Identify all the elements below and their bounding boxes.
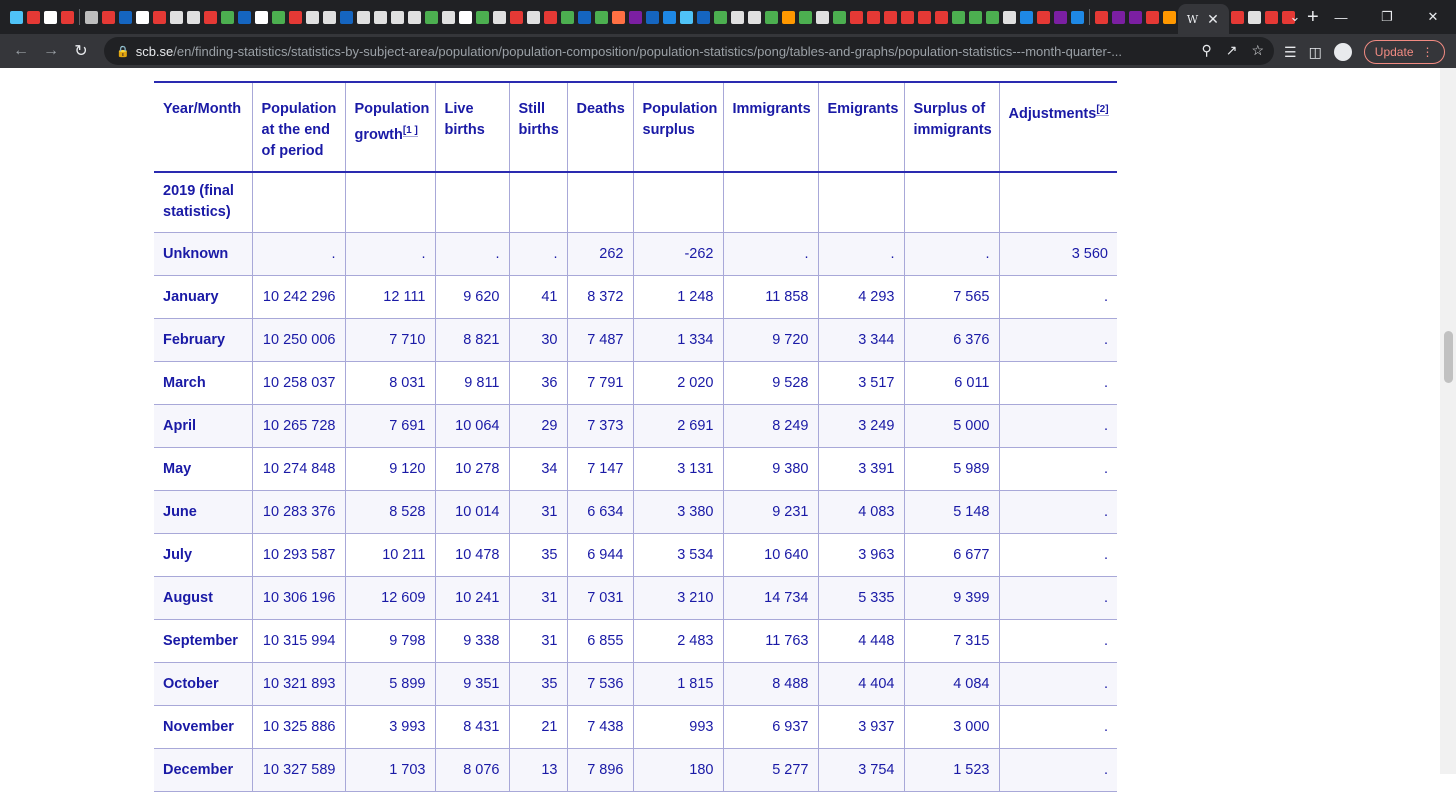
row-label: February	[154, 318, 252, 361]
table-row	[154, 404, 1117, 447]
table-cell: 35	[509, 533, 567, 576]
table-cell: 2 691	[633, 404, 723, 447]
table-cell: 21	[509, 705, 567, 748]
table-cell	[567, 172, 633, 232]
table-cell: 10 278	[435, 447, 509, 490]
table-cell	[509, 172, 567, 232]
table-cell: 10 283 376	[252, 490, 345, 533]
table-cell: .	[435, 232, 509, 275]
table-row	[154, 318, 1117, 361]
header-year-month: Year/Month	[154, 82, 252, 172]
table-cell: 180	[633, 748, 723, 791]
tab-favicon-icon[interactable]	[61, 11, 74, 24]
table-cell: 262	[567, 232, 633, 275]
header-adjustments	[999, 82, 1117, 172]
tab-favicon-icon[interactable]	[527, 11, 540, 24]
tab-favicon-icon[interactable]	[323, 11, 336, 24]
tab-favicon-icon[interactable]	[1071, 11, 1084, 24]
tab-favicon-icon[interactable]	[221, 11, 234, 24]
tab-favicon-icon[interactable]	[255, 11, 268, 24]
tab-bar	[0, 0, 1456, 34]
table-cell: 10 315 994	[252, 619, 345, 662]
url-host: scb.se	[135, 43, 174, 59]
tab-favicon-icon[interactable]	[119, 11, 132, 24]
browser-toolbar	[0, 34, 1456, 68]
table-cell: .	[345, 232, 435, 275]
table-cell: 8 528	[345, 490, 435, 533]
table-body	[154, 172, 1117, 791]
table-cell: 14 734	[723, 576, 818, 619]
table-cell: .	[999, 619, 1117, 662]
update-label: Update	[1374, 45, 1414, 59]
table-header-row	[154, 82, 1117, 172]
table-cell: 7 896	[567, 748, 633, 791]
table-cell: 8 372	[567, 275, 633, 318]
tab-favicon-icon[interactable]	[153, 11, 166, 24]
profile-avatar[interactable]	[1334, 43, 1352, 61]
table-cell: 6 937	[723, 705, 818, 748]
table-cell	[345, 172, 435, 232]
table-cell: 12 609	[345, 576, 435, 619]
table-row	[154, 361, 1117, 404]
table-cell: 3 517	[818, 361, 904, 404]
zoom-icon[interactable]: ⚲	[1201, 42, 1212, 58]
tab-favicon-icon[interactable]	[884, 11, 897, 24]
table-cell: .	[723, 232, 818, 275]
back-icon[interactable]: ←	[13, 42, 29, 59]
table-cell	[904, 172, 999, 232]
tab-favicon-icon[interactable]	[561, 11, 574, 24]
tab-favicon-icon[interactable]	[1020, 11, 1033, 24]
row-label: Unknown	[154, 232, 252, 275]
table-row	[154, 533, 1117, 576]
table-cell: 34	[509, 447, 567, 490]
tab-favicon-icon[interactable]	[170, 11, 183, 24]
table-cell: 10 064	[435, 404, 509, 447]
tab-favicon-icon[interactable]	[510, 11, 523, 24]
tab-favicon-icon[interactable]	[680, 11, 693, 24]
table-cell: 3 391	[818, 447, 904, 490]
tab-favicon-icon[interactable]	[102, 11, 115, 24]
table-cell: 1 248	[633, 275, 723, 318]
table-cell: 7 315	[904, 619, 999, 662]
window-controls	[1272, 0, 1456, 34]
table-row	[154, 576, 1117, 619]
table-row	[154, 705, 1117, 748]
table-cell: 3 000	[904, 705, 999, 748]
table-cell: 6 855	[567, 619, 633, 662]
side-panel-icon[interactable]: ◫	[1308, 43, 1322, 60]
toolbar-right	[1284, 40, 1445, 64]
tab-favicon-icon[interactable]	[340, 11, 353, 24]
tab-favicon-icon[interactable]	[799, 11, 812, 24]
table-row	[154, 447, 1117, 490]
tab-favicon-icon[interactable]	[714, 11, 727, 24]
tab-favicon-icon[interactable]	[646, 11, 659, 24]
menu-dots-icon: ⋮	[1421, 45, 1434, 59]
table-row	[154, 275, 1117, 318]
tab-favicon-icon[interactable]	[663, 11, 676, 24]
table-cell: 31	[509, 490, 567, 533]
table-cell: 5 277	[723, 748, 818, 791]
table-cell: 9 620	[435, 275, 509, 318]
tab-favicon-icon[interactable]	[27, 11, 40, 24]
tab-strip	[0, 0, 1319, 34]
page-viewport	[0, 68, 1440, 778]
bookmark-star-icon[interactable]: ☆	[1251, 42, 1264, 58]
table-cell: 5 000	[904, 404, 999, 447]
table-cell: .	[252, 232, 345, 275]
table-cell: 6 677	[904, 533, 999, 576]
table-cell: 7 487	[567, 318, 633, 361]
table-cell: 1 523	[904, 748, 999, 791]
table-row	[154, 619, 1117, 662]
table-cell: 9 798	[345, 619, 435, 662]
page-scrollbar[interactable]	[1440, 68, 1456, 774]
tab-favicon-icon[interactable]	[238, 11, 251, 24]
table-cell: 4 448	[818, 619, 904, 662]
table-row	[154, 662, 1117, 705]
header-live-births: Live births	[435, 82, 509, 172]
table-cell	[435, 172, 509, 232]
table-cell: 7 691	[345, 404, 435, 447]
table-cell: 7 791	[567, 361, 633, 404]
row-label: August	[154, 576, 252, 619]
header-population: Population at the end of period	[252, 82, 345, 172]
tab-favicon-icon[interactable]	[765, 11, 778, 24]
update-button[interactable]	[1364, 40, 1445, 64]
header-population-surplus: Population surplus	[633, 82, 723, 172]
tab-favicon-icon[interactable]	[918, 11, 931, 24]
table-cell: 8 821	[435, 318, 509, 361]
table-cell: 4 293	[818, 275, 904, 318]
table-cell: 11 763	[723, 619, 818, 662]
header-deaths: Deaths	[567, 82, 633, 172]
table-cell: 8 031	[345, 361, 435, 404]
restore-icon[interactable]: ❐	[1381, 9, 1393, 24]
tab-favicon-icon[interactable]	[833, 11, 846, 24]
table-cell: 9 351	[435, 662, 509, 705]
table-cell: 3 754	[818, 748, 904, 791]
share-icon[interactable]: ↗	[1225, 42, 1238, 58]
table-cell: 3 249	[818, 404, 904, 447]
new-tab-button[interactable]: +	[1307, 5, 1319, 28]
tab-favicon-icon[interactable]	[578, 11, 591, 24]
tab-favicon-icon[interactable]	[1095, 11, 1108, 24]
header-growth	[345, 82, 435, 172]
table-cell: 31	[509, 576, 567, 619]
header-growth-label: Population growth	[354, 101, 430, 143]
row-label: November	[154, 705, 252, 748]
active-tab[interactable]	[1178, 4, 1229, 34]
tab-favicon-icon[interactable]	[85, 11, 98, 24]
table-cell: 1 703	[345, 748, 435, 791]
row-label: July	[154, 533, 252, 576]
table-cell: 3 534	[633, 533, 723, 576]
table-cell: .	[999, 318, 1117, 361]
table-cell: 9 338	[435, 619, 509, 662]
table-row	[154, 748, 1117, 791]
table-cell: 8 488	[723, 662, 818, 705]
minimize-icon[interactable]: —	[1334, 9, 1348, 25]
row-label: May	[154, 447, 252, 490]
tab-favicon-icon[interactable]	[44, 11, 57, 24]
table-cell: 4 084	[904, 662, 999, 705]
tab-favicon-icon[interactable]	[425, 11, 438, 24]
table-cell: 1 334	[633, 318, 723, 361]
table-cell: 5 899	[345, 662, 435, 705]
lock-icon[interactable]: 🔒	[116, 45, 130, 58]
tab-favicon-icon[interactable]	[816, 11, 829, 24]
reload-icon[interactable]: ↻	[74, 43, 88, 60]
table-cell: .	[999, 490, 1117, 533]
omnibox-actions	[1201, 42, 1264, 59]
table-cell: -262	[633, 232, 723, 275]
media-control-icon[interactable]: ☰	[1284, 43, 1297, 60]
table-cell: 6 011	[904, 361, 999, 404]
tab-favicon-icon[interactable]	[136, 11, 149, 24]
table-cell: 7 373	[567, 404, 633, 447]
table-cell: 5 335	[818, 576, 904, 619]
table-cell: 6 376	[904, 318, 999, 361]
table-cell: 29	[509, 404, 567, 447]
table-cell: 10 258 037	[252, 361, 345, 404]
row-label: October	[154, 662, 252, 705]
table-cell: 10 014	[435, 490, 509, 533]
tab-favicon-icon[interactable]	[850, 11, 863, 24]
tab-favicon-icon[interactable]	[493, 11, 506, 24]
tab-favicon-icon[interactable]	[391, 11, 404, 24]
table-cell: 36	[509, 361, 567, 404]
tab-favicon-icon[interactable]	[289, 11, 302, 24]
tab-favicon-icon[interactable]	[374, 11, 387, 24]
table-cell: 41	[509, 275, 567, 318]
table-cell: 4 404	[818, 662, 904, 705]
table-cell: 10 640	[723, 533, 818, 576]
close-tab-icon[interactable]: ✕	[1207, 10, 1219, 27]
tab-favicon-icon[interactable]	[476, 11, 489, 24]
table-cell: 4 083	[818, 490, 904, 533]
scrollbar-thumb[interactable]	[1444, 331, 1453, 383]
table-cell: 10 265 728	[252, 404, 345, 447]
table-cell: .	[999, 705, 1117, 748]
table-cell: 10 274 848	[252, 447, 345, 490]
table-cell	[252, 172, 345, 232]
section-label: 2019 (final statistics)	[154, 172, 252, 232]
table-cell: .	[904, 232, 999, 275]
table-cell: 12 111	[345, 275, 435, 318]
row-label: April	[154, 404, 252, 447]
tab-favicon-icon[interactable]	[1163, 11, 1176, 24]
header-emigrants: Emigrants	[818, 82, 904, 172]
table-cell: 9 528	[723, 361, 818, 404]
table-cell: .	[999, 361, 1117, 404]
wikipedia-icon: W	[1186, 12, 1199, 26]
table-cell: 3 560	[999, 232, 1117, 275]
table-row	[154, 490, 1117, 533]
table-cell	[999, 172, 1117, 232]
tab-favicon-icon[interactable]	[1129, 11, 1142, 24]
table-cell: 3 963	[818, 533, 904, 576]
tab-favicon-icon[interactable]	[1146, 11, 1159, 24]
header-immigrants: Immigrants	[723, 82, 818, 172]
table-cell: .	[509, 232, 567, 275]
tab-favicon-icon[interactable]	[1003, 11, 1016, 24]
tab-favicon-icon[interactable]	[306, 11, 319, 24]
table-cell: 10 306 196	[252, 576, 345, 619]
table-cell: 9 380	[723, 447, 818, 490]
tab-favicon-icon[interactable]	[204, 11, 217, 24]
forward-icon[interactable]: →	[43, 42, 59, 59]
row-label: December	[154, 748, 252, 791]
table-cell: 6 634	[567, 490, 633, 533]
header-still-births: Still births	[509, 82, 567, 172]
table-cell: 993	[633, 705, 723, 748]
table-cell: 5 989	[904, 447, 999, 490]
section-row	[154, 172, 1117, 232]
table-cell: .	[999, 662, 1117, 705]
table-cell: 6 944	[567, 533, 633, 576]
row-label: January	[154, 275, 252, 318]
header-adjustments-label: Adjustments	[1008, 106, 1097, 122]
table-cell	[818, 172, 904, 232]
table-cell: 10 293 587	[252, 533, 345, 576]
tab-favicon-icon[interactable]	[1037, 11, 1050, 24]
table-cell: 7 438	[567, 705, 633, 748]
table-cell: 5 148	[904, 490, 999, 533]
population-table	[154, 81, 1117, 792]
table-cell: 31	[509, 619, 567, 662]
table-cell: 10 327 589	[252, 748, 345, 791]
table-cell: 8 249	[723, 404, 818, 447]
tab-favicon-icon[interactable]	[1054, 11, 1067, 24]
row-label: June	[154, 490, 252, 533]
table-cell: .	[999, 275, 1117, 318]
tab-favicon-icon[interactable]	[272, 11, 285, 24]
table-cell: 10 321 893	[252, 662, 345, 705]
tab-favicon-icon[interactable]	[697, 11, 710, 24]
table-cell: 10 478	[435, 533, 509, 576]
tab-favicon-icon[interactable]	[782, 11, 795, 24]
table-cell: 3 993	[345, 705, 435, 748]
table-cell: .	[999, 447, 1117, 490]
table-cell: 7 031	[567, 576, 633, 619]
table-cell: 35	[509, 662, 567, 705]
table-cell: .	[999, 748, 1117, 791]
row-label: March	[154, 361, 252, 404]
tab-favicon-icon[interactable]	[901, 11, 914, 24]
table-cell: .	[999, 533, 1117, 576]
table-cell: 7 565	[904, 275, 999, 318]
tab-favicon-icon[interactable]	[612, 11, 625, 24]
table-cell: 9 720	[723, 318, 818, 361]
tab-separator	[79, 9, 80, 25]
table-cell: 9 811	[435, 361, 509, 404]
table-cell: 7 710	[345, 318, 435, 361]
table-cell: 2 483	[633, 619, 723, 662]
table-cell: 10 250 006	[252, 318, 345, 361]
table-cell: .	[999, 576, 1117, 619]
table-cell: 3 210	[633, 576, 723, 619]
footnote-1-link[interactable]: [1 ]	[402, 125, 418, 136]
close-window-icon[interactable]: ✕	[1427, 9, 1439, 24]
tab-favicon-icon[interactable]	[357, 11, 370, 24]
table-cell: 9 120	[345, 447, 435, 490]
tab-favicon-icon[interactable]	[867, 11, 880, 24]
table-cell: 3 937	[818, 705, 904, 748]
table-cell: 10 211	[345, 533, 435, 576]
tab-separator	[1089, 9, 1090, 25]
tab-favicon-icon[interactable]	[969, 11, 982, 24]
tab-favicon-icon[interactable]	[629, 11, 642, 24]
url-text[interactable]	[136, 44, 1176, 59]
table-row	[154, 232, 1117, 275]
table-cell: 3 380	[633, 490, 723, 533]
table-cell: 10 325 886	[252, 705, 345, 748]
tab-favicon-icon[interactable]	[986, 11, 999, 24]
table-cell: 13	[509, 748, 567, 791]
tab-favicon-icon[interactable]	[935, 11, 948, 24]
tab-favicon-icon[interactable]	[1231, 11, 1244, 24]
table-cell: 11 858	[723, 275, 818, 318]
tab-favicon-icon[interactable]	[544, 11, 557, 24]
table-cell: 7 536	[567, 662, 633, 705]
table-cell: 3 344	[818, 318, 904, 361]
table-cell: .	[999, 404, 1117, 447]
tab-favicon-icon[interactable]	[595, 11, 608, 24]
table-cell: 3 131	[633, 447, 723, 490]
table-cell: 9 231	[723, 490, 818, 533]
footnote-2-link[interactable]: [2]	[1096, 104, 1109, 115]
tab-favicon-icon[interactable]	[408, 11, 421, 24]
tab-favicon-icon[interactable]	[748, 11, 761, 24]
table-cell: 7 147	[567, 447, 633, 490]
table-cell: 10 242 296	[252, 275, 345, 318]
table-cell: 10 241	[435, 576, 509, 619]
table-cell: 2 020	[633, 361, 723, 404]
table-cell: 9 399	[904, 576, 999, 619]
tab-favicon-icon[interactable]	[731, 11, 744, 24]
table-cell	[633, 172, 723, 232]
table-cell: 1 815	[633, 662, 723, 705]
header-surplus-immigrants: Surplus of immigrants	[904, 82, 999, 172]
tab-favicon-icon[interactable]	[459, 11, 472, 24]
table-cell: .	[818, 232, 904, 275]
row-label: September	[154, 619, 252, 662]
tab-favicon-icon[interactable]	[187, 11, 200, 24]
address-bar[interactable]	[104, 37, 1274, 65]
table-cell: 8 431	[435, 705, 509, 748]
tab-favicon-icon[interactable]	[1248, 11, 1261, 24]
table-cell: 8 076	[435, 748, 509, 791]
tab-search-icon[interactable]: ⌄	[1289, 9, 1301, 24]
tab-favicon-icon[interactable]	[952, 11, 965, 24]
table-cell: 30	[509, 318, 567, 361]
tab-favicon-icon[interactable]	[10, 11, 23, 24]
tab-favicon-icon[interactable]	[442, 11, 455, 24]
url-path: /en/finding-statistics/statistics-by-subject-area/population/population-composition/population-statistics/pong/tables-and-graphs/population-statistics---month-quarter-...	[173, 43, 1123, 59]
table-cell	[723, 172, 818, 232]
tab-favicon-icon[interactable]	[1112, 11, 1125, 24]
